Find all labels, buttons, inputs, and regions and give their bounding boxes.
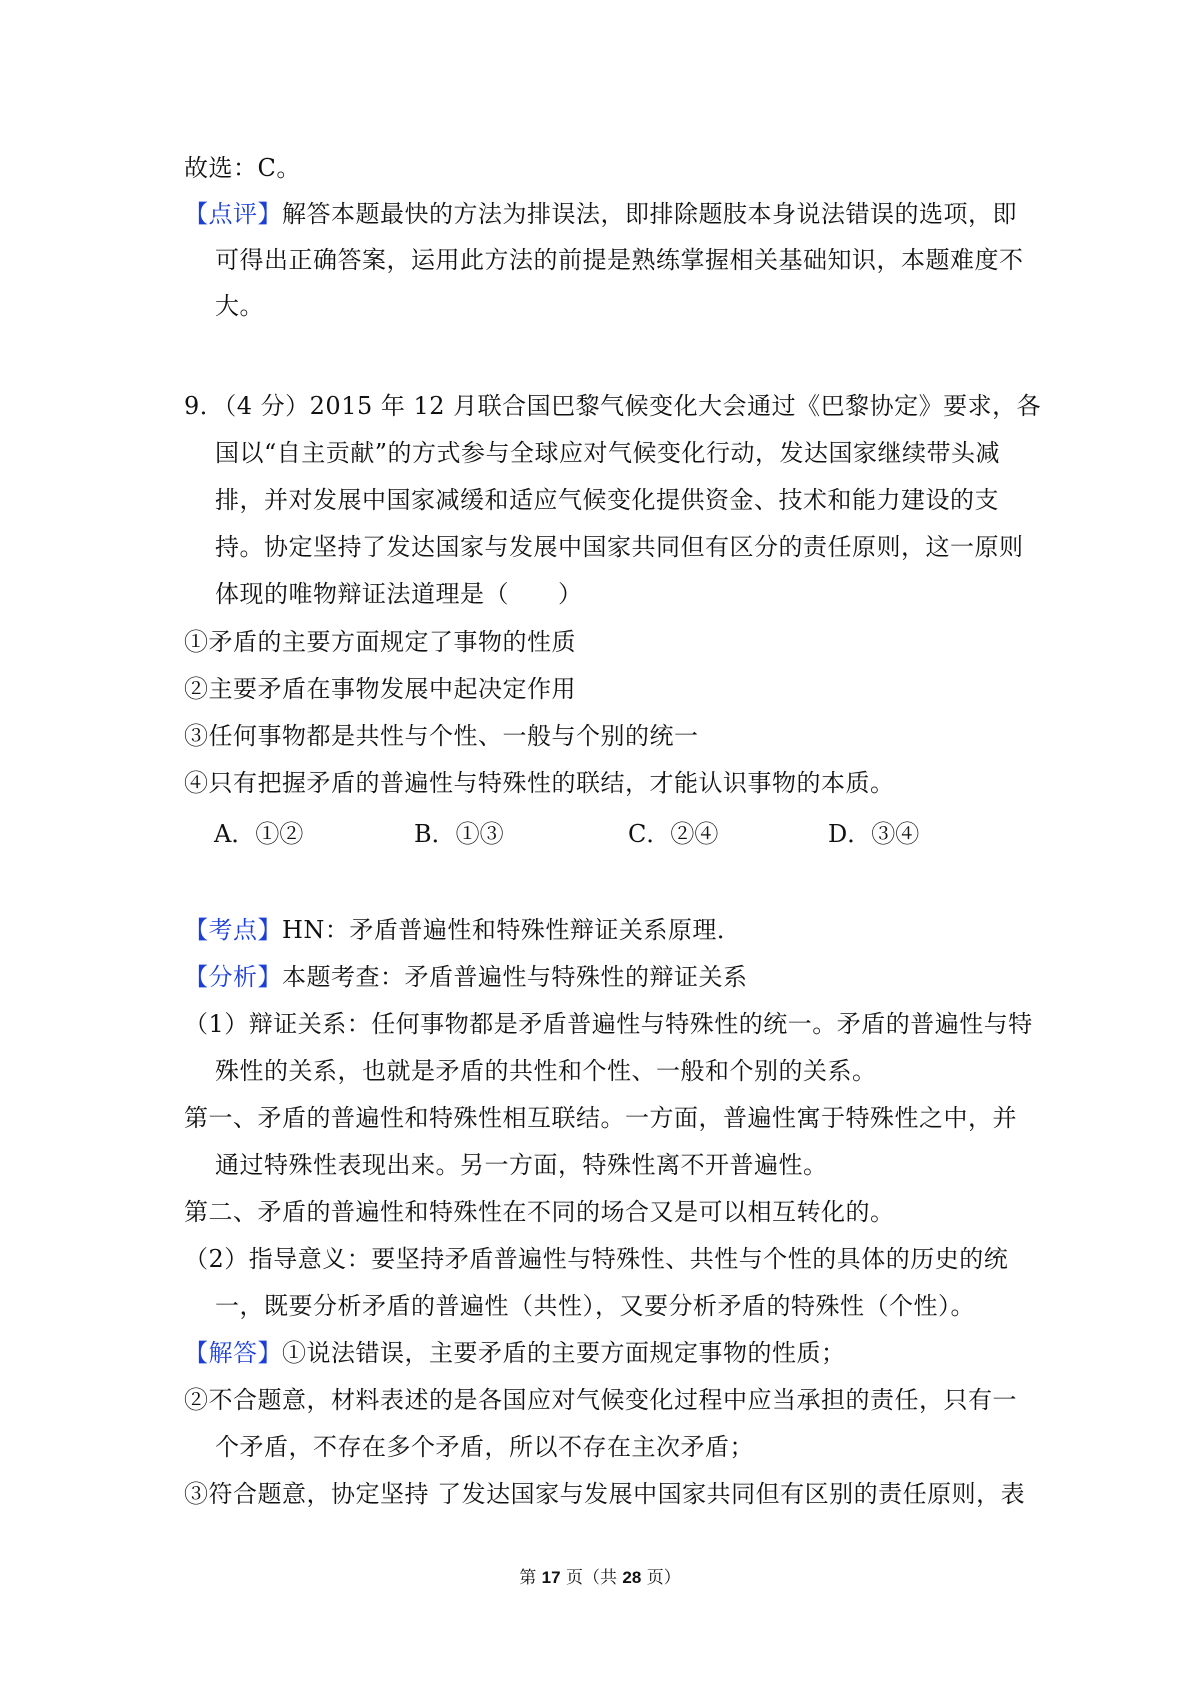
statement-1: ①矛盾的主要方面规定了事物的性质	[184, 628, 576, 656]
jieda-line	[184, 1337, 846, 1369]
answer-line-2: 个矛盾，不存在多个矛盾，所以不存在主次矛盾；	[215, 1433, 754, 1461]
review-line-3: 大。	[215, 292, 264, 320]
jieda-tag: 【解答】	[184, 1339, 282, 1367]
review-line-2: 可得出正确答案，运用此方法的前提是熟练掌握相关基础知识，本题难度不	[215, 246, 1024, 274]
analysis-line-7: 一，既要分析矛盾的普遍性（共性），又要分析矛盾的特殊性（个性）。	[215, 1292, 975, 1320]
footer-prefix: 第	[519, 1568, 537, 1588]
footer-current-page: 17	[541, 1568, 561, 1587]
answer-choices	[214, 818, 974, 850]
statement-2: ②主要矛盾在事物发展中起决定作用	[184, 675, 576, 703]
answer-line-1: ②不合题意，材料表述的是各国应对气候变化过程中应当承担的责任，只有一	[184, 1386, 1017, 1414]
choice-a: A．①②	[214, 820, 304, 848]
analysis-line-1: （1）辩证关系：任何事物都是矛盾普遍性与特殊性的统一。矛盾的普遍性与特	[184, 1010, 1033, 1038]
answer-line-3: ③符合题意，协定坚持 了发达国家与发展中国家共同但有区别的责任原则，表	[184, 1480, 1026, 1508]
question-line-5: 体现的唯物辩证法道理是（ ）	[215, 580, 583, 608]
kaodian-tag: 【考点】	[184, 916, 282, 944]
statement-4: ④只有把握矛盾的普遍性与特殊性的联结，才能认识事物的本质。	[184, 769, 895, 797]
footer-total-pages: 28	[622, 1568, 642, 1587]
footer-middle: 页（共	[566, 1568, 617, 1588]
page-footer	[0, 1566, 1200, 1590]
choice-d: D．③④	[828, 820, 920, 848]
fenxi-tag: 【分析】	[184, 963, 282, 991]
analysis-line-4: 通过特殊性表现出来。另一方面，特殊性离不开普遍性。	[215, 1151, 828, 1179]
choice-b: B．①③	[414, 820, 504, 848]
footer-suffix: 页）	[646, 1568, 681, 1588]
conclusion-line: 故选：C。	[184, 154, 301, 182]
question-line-1: 9．（4 分）2015 年 12 月联合国巴黎气候变化大会通过《巴黎协定》要求，各	[184, 392, 1042, 420]
fenxi-text: 本题考查：矛盾普遍性与特殊性的辩证关系	[282, 963, 748, 991]
fenxi-line	[184, 961, 748, 993]
review-text: 解答本题最快的方法为排误法，即排除题肢本身说法错误的选项，即	[282, 200, 1017, 228]
kaodian-line	[184, 914, 741, 946]
review-tag: 【点评】	[184, 200, 282, 228]
analysis-line-5: 第二、矛盾的普遍性和特殊性在不同的场合又是可以相互转化的。	[184, 1198, 895, 1226]
jieda-text: ①说法错误，主要矛盾的主要方面规定事物的性质；	[282, 1339, 846, 1367]
analysis-line-2: 殊性的关系，也就是矛盾的共性和个性、一般和个别的关系。	[215, 1057, 877, 1085]
analysis-line-6: （2）指导意义：要坚持矛盾普遍性与特殊性、共性与个性的具体的历史的统	[184, 1245, 1009, 1273]
choice-c: C．②④	[628, 820, 719, 848]
question-line-3: 排，并对发展中国家减缓和适应气候变化提供资金、技术和能力建设的支	[215, 486, 999, 514]
question-line-2: 国以“自主贡献”的方式参与全球应对气候变化行动，发达国家继续带头减	[215, 439, 1001, 467]
review-line-1	[184, 198, 1017, 230]
analysis-line-3: 第一、矛盾的普遍性和特殊性相互联结。一方面，普遍性寓于特殊性之中，并	[184, 1104, 1017, 1132]
question-line-4: 持。协定坚持了发达国家与发展中国家共同但有区分的责任原则，这一原则	[215, 533, 1024, 561]
kaodian-text: HN：矛盾普遍性和特殊性辩证关系原理．	[282, 916, 742, 944]
statement-3: ③任何事物都是共性与个性、一般与个别的统一	[184, 722, 699, 750]
